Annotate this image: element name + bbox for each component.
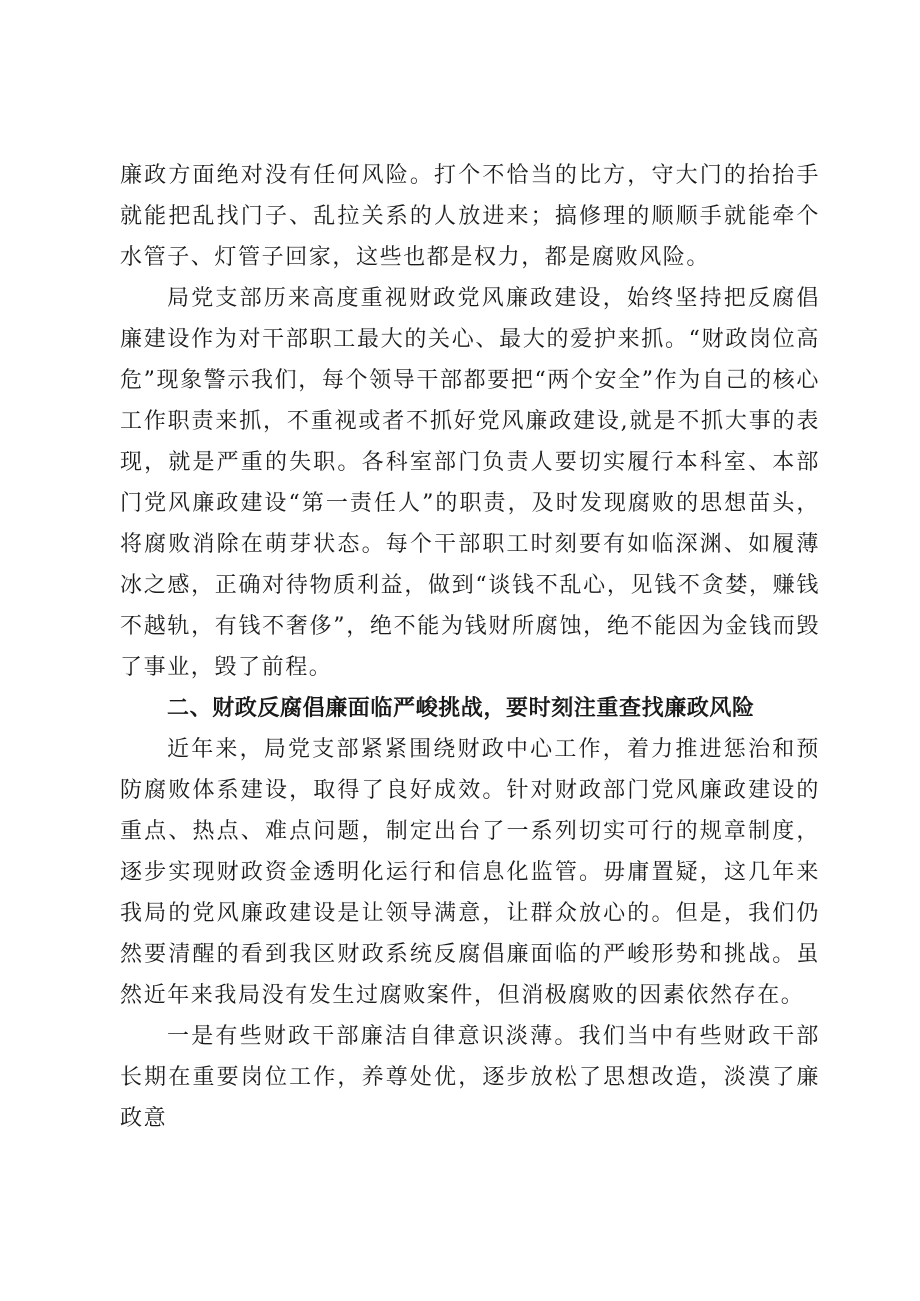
paragraph-continuation: 廉政方面绝对没有任何风险。打个不恰当的比方，守大门的抬抬手就能把乱找门子、乱拉关系的人放进来；搞修理的顺顺手就能牵个水管子、灯管子回家，这些也都是权力，都是腐败风险。 (120, 163, 820, 270)
paragraph-party-branch: 局党支部历来高度重视财政党风廉政建设，始终坚持把反腐倡廉建设作为对干部职工最大的关心、最大的爱护来抓。“财政岗位高危”现象警示我们，每个领导干部都要把“两个安全”作为自己的核心工作职责来抓，不重视或者不抓好党风廉政建设,就是不抓大事的表现，就是严重的失职。各科室部门负责人要切实履行本科室、本部门党风廉政建设“第一责任人”的职责，及时发现腐败的思想苗头，将腐败消除在萌芽状态。每个干部职工时刻要有如临深渊、如履薄冰之感，正确对待物质利益，做到“谈钱不乱心，见钱不贪婪，赚钱不越轨，有钱不奢侈”，绝不能为钱财所腐蚀，绝不能因为金钱而毁了事业，毁了前程。 (120, 286, 820, 680)
paragraph-point-one: 一是有些财政干部廉洁自律意识淡薄。我们当中有些财政干部长期在重要岗位工作，养尊处优，逐步放松了思想改造，淡漠了廉政意 (120, 1024, 820, 1131)
paragraph-recent-years: 近年来，局党支部紧紧围绕财政中心工作，着力推进惩治和预防腐败体系建设，取得了良好成效。针对财政部门党风廉政建设的重点、热点、难点问题，制定出台了一系列切实可行的规章制度，逐步实现财政资金透明化运行和信息化监管。毋庸置疑，这几年来我局的党风廉政建设是让领导满意，让群众放心的。但是，我们仍然要清醒的看到我区财政系统反腐倡廉面临的严峻形势和挑战。虽然近年来我局没有发生过腐败案件，但消极腐败的因素依然存在。 (120, 737, 820, 1008)
document-body (120, 155, 820, 1139)
section-heading-two: 二、财政反腐倡廉面临严峻挑战，要时刻注重查找廉政风险 (167, 696, 755, 721)
